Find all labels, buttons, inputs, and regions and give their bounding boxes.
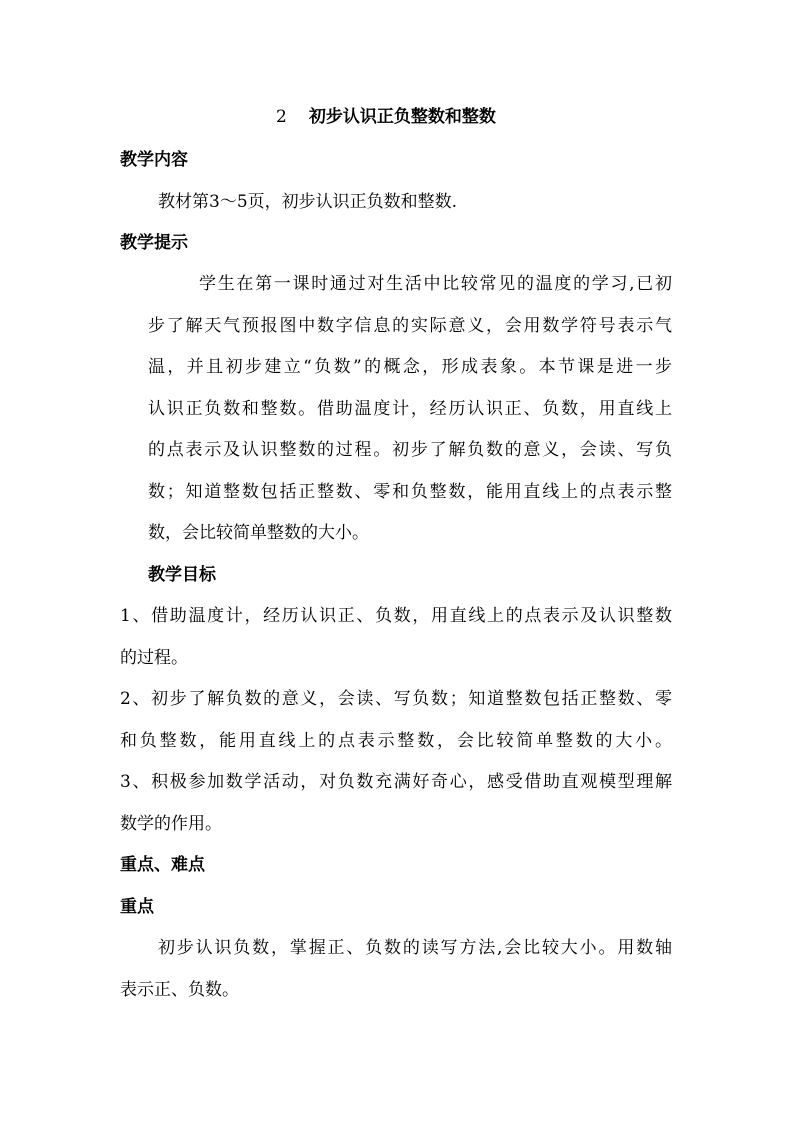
- hint-heading: 教学提示: [120, 233, 188, 253]
- hint-line: 步了解天气预报图中数字信息的实际意义，会用数学符号表示气: [148, 316, 672, 336]
- content-text: 教材第3～5页，初步认识正负数和整数.: [158, 192, 458, 212]
- key-line: 表示正、负数。: [120, 980, 239, 1000]
- goal-line: 3、积极参加数学活动，对负数充满好奇心，感受借助直观模型理解: [120, 772, 672, 792]
- goal-line: 数学的作用。: [120, 814, 222, 834]
- hint-line: 学生在第一课时通过对生活中比较常见的温度的学习,已初: [199, 274, 672, 294]
- keypoints-heading: 重点、难点: [120, 855, 205, 875]
- hint-line: 数；知道整数包括正整数、零和负整数，能用直线上的点表示整: [148, 482, 672, 502]
- goal-line: 的过程。: [120, 648, 188, 668]
- key-heading: 重点: [120, 897, 154, 917]
- goal-line: 和负整数，能用直线上的点表示整数，会比较简单整数的大小。: [120, 731, 672, 751]
- title-number: 2: [276, 107, 287, 127]
- key-line: 初步认识负数，掌握正、负数的读写方法,会比较大小。用数轴: [158, 938, 672, 958]
- goal-line: 1、借助温度计，经历认识正、负数，用直线上的点表示及认识整数: [120, 606, 672, 626]
- hint-line: 数，会比较简单整数的大小。: [148, 523, 369, 543]
- goal-line: 2、初步了解负数的意义，会读、写负数；知道整数包括正整数、零: [120, 689, 672, 709]
- hint-line: 的点表示及认识整数的过程。初步了解负数的意义，会读、写负: [148, 440, 672, 460]
- goal-heading: 教学目标: [148, 565, 216, 585]
- page-title: [276, 107, 496, 127]
- hint-line: 认识正负数和整数。借助温度计，经历认识正、负数，用直线上: [148, 399, 672, 419]
- hint-line: 温，并且初步建立“负数”的概念，形成表象。本节课是进一步: [148, 357, 672, 377]
- content-heading: 教学内容: [120, 150, 188, 170]
- title-text: 初步认识正负整数和整数: [308, 107, 496, 127]
